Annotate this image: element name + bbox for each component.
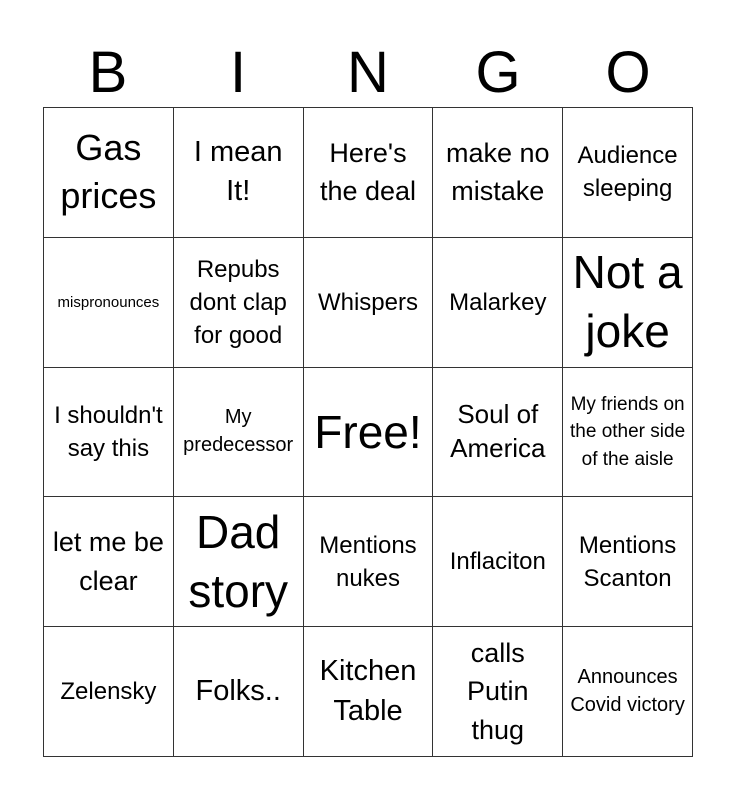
header-letter-i: I [229,40,247,105]
bingo-cell[interactable]: let me be clear [44,497,174,627]
free-space-cell[interactable]: Free! [304,368,434,498]
bingo-cell[interactable]: make no mistake [433,108,563,238]
header-letter-b: B [88,40,128,105]
header-letter-n: N [347,40,389,105]
bingo-cell[interactable]: Here's the deal [304,108,434,238]
bingo-cell[interactable]: Folks.. [174,627,304,757]
header-letter-g: G [475,40,521,105]
bingo-cell[interactable]: My predecessor [174,368,304,498]
bingo-cell[interactable]: mispronounces [44,238,174,368]
bingo-cell[interactable]: Malarkey [433,238,563,368]
bingo-header [43,38,693,108]
bingo-cell[interactable]: Zelensky [44,627,174,757]
bingo-cell[interactable]: Kitchen Table [304,627,434,757]
header-letter-o: O [605,40,651,105]
bingo-card-grid [43,107,693,757]
bingo-cell[interactable]: I shouldn't say this [44,368,174,498]
bingo-cell[interactable]: Dad story [174,497,304,627]
bingo-cell[interactable]: Not a joke [563,238,693,368]
bingo-cell[interactable]: Mentions nukes [304,497,434,627]
bingo-cell[interactable]: Audience sleeping [563,108,693,238]
bingo-cell[interactable]: Mentions Scanton [563,497,693,627]
bingo-cell[interactable]: Soul of America [433,368,563,498]
bingo-cell[interactable]: Whispers [304,238,434,368]
bingo-cell[interactable]: Repubs dont clap for good [174,238,304,368]
bingo-cell[interactable]: Announces Covid victory [563,627,693,757]
bingo-cell[interactable]: calls Putin thug [433,627,563,757]
bingo-cell[interactable]: I mean It! [174,108,304,238]
bingo-cell[interactable]: My friends on the other side of the aisle [563,368,693,498]
bingo-cell[interactable]: Gas prices [44,108,174,238]
bingo-cell[interactable]: Inflaciton [433,497,563,627]
